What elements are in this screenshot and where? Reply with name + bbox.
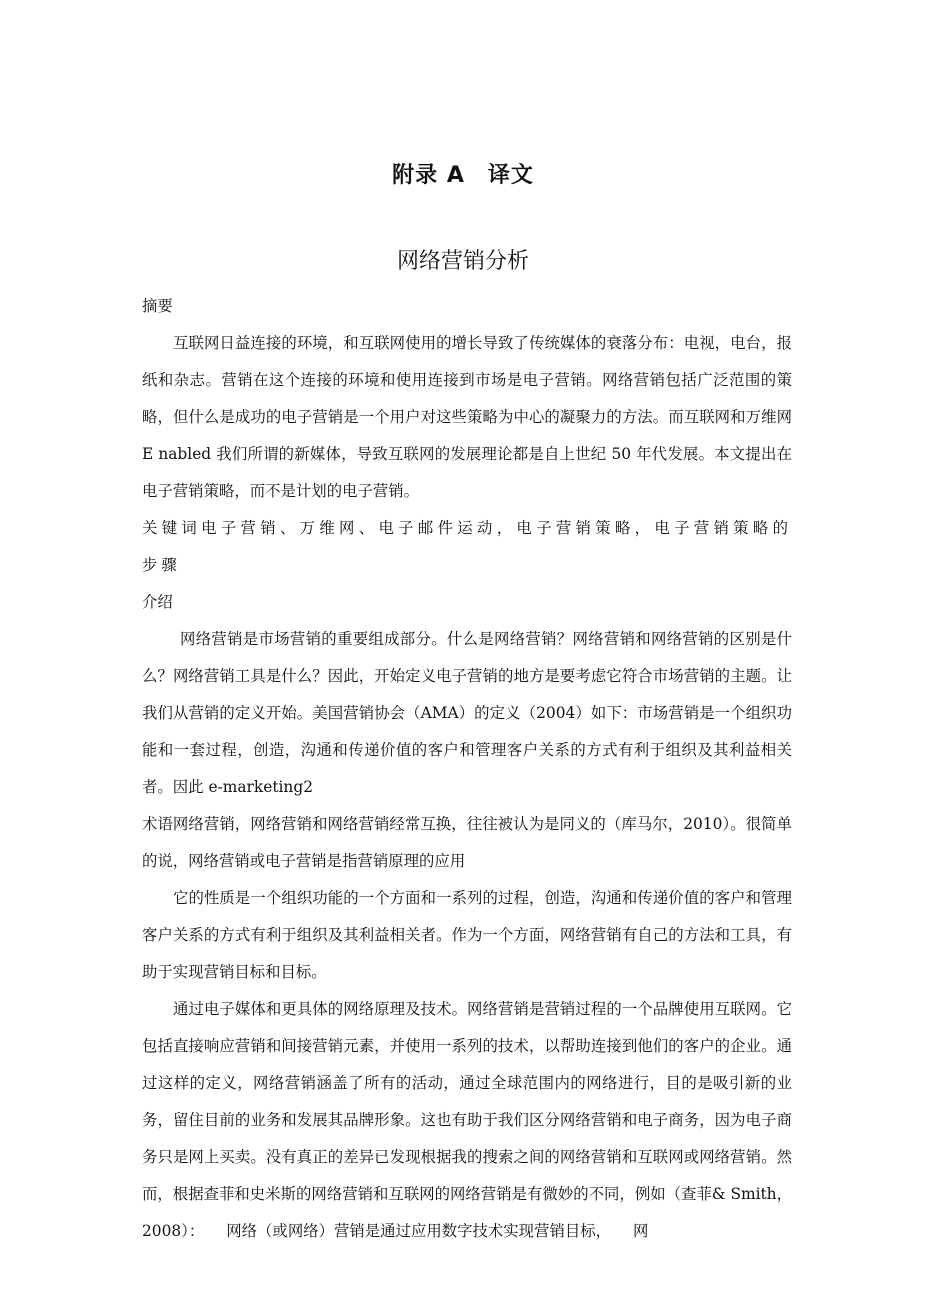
intro-paragraph-1: 网络营销是市场营销的重要组成部分。什么是网络营销？网络营销和网络营销的区别是什么？网络营销工具是什么？因此，开始定义电子营销的地方是要考虑它符合市场营销的主题。让我们从营销的定义开始。美国营销协会（AMA）的定义（2004）如下：市场营销是一个组织功能和一套过程，创造，沟通和传递价值的客户和管理客户关系的方式有利于组织及其利益相关者。因此 e-marketing2 (142, 630, 792, 796)
intro-paragraph-4-main: 通过电子媒体和更具体的网络原理及技术。网络营销是营销过程的一个品牌使用互联网。它包括直接响应营销和间接营销元素，并使用一系列的技术，以帮助连接到他们的客户的企业。通过这样的定义，网络营销涵盖了所有的活动，通过全球范围内的网络进行，目的是吸引新的业务，留住目前的业务和发展其品牌形象。这也有助于我们区分网络营销和电子商务，因为电子商务只是网上买卖。没有真正的差异已发现根据我的搜索之间的网络营销和互联网或网络营销。然而，根据查菲和史米斯的网络营销和互联网的网络营销是有微妙的不同，例如（查菲& Smith，2008）： (142, 1000, 792, 1240)
intro-paragraph-4 (142, 991, 792, 1250)
intro-paragraph-2: 术语网络营销，网络营销和网络营销经常互换，往往被认为是同义的（库马尔，2010）。很简单的说，网络营销或电子营销是指营销原理的应用 (142, 815, 792, 870)
intro-paragraph-4-quote: 网络（或网络）营销是通过应用数字技术实现营销目标， (226, 1222, 612, 1240)
abstract-heading: 摘要 (142, 297, 173, 315)
introduction-heading: 介绍 (142, 593, 173, 611)
keywords-line: 关键词电子营销、万维网、电子邮件运动，电子营销策略，电子营销策略的步骤 (142, 519, 792, 574)
article-title: 网络营销分析 (396, 249, 529, 274)
abstract-paragraph: 互联网日益连接的环境，和互联网使用的增长导致了传统媒体的衰落分布：电视，电台，报纸和杂志。营销在这个连接的环境和使用连接到市场是电子营销。网络营销包括广泛范围的策略，但什么是成功的电子营销是一个用户对这些策略为中心的凝聚力的方法。而互联网和万维网 E nabled 我们所谓的新媒体，导致互联网的发展理论都是自上世纪 50 年代发展。本文提出在电子营销策略，而不是计划的电子营销。 (142, 334, 792, 500)
intro-paragraph-4-tail: 网 (633, 1222, 649, 1240)
intro-paragraph-3: 它的性质是一个组织功能的一个方面和一系列的过程，创造，沟通和传递价值的客户和管理客户关系的方式有利于组织及其利益相关者。作为一个方面，网络营销有自己的方法和工具，有助于实现营销目标和目标。 (142, 889, 792, 981)
document-body (142, 288, 792, 1250)
appendix-title: 附录 A 译文 (392, 163, 534, 188)
